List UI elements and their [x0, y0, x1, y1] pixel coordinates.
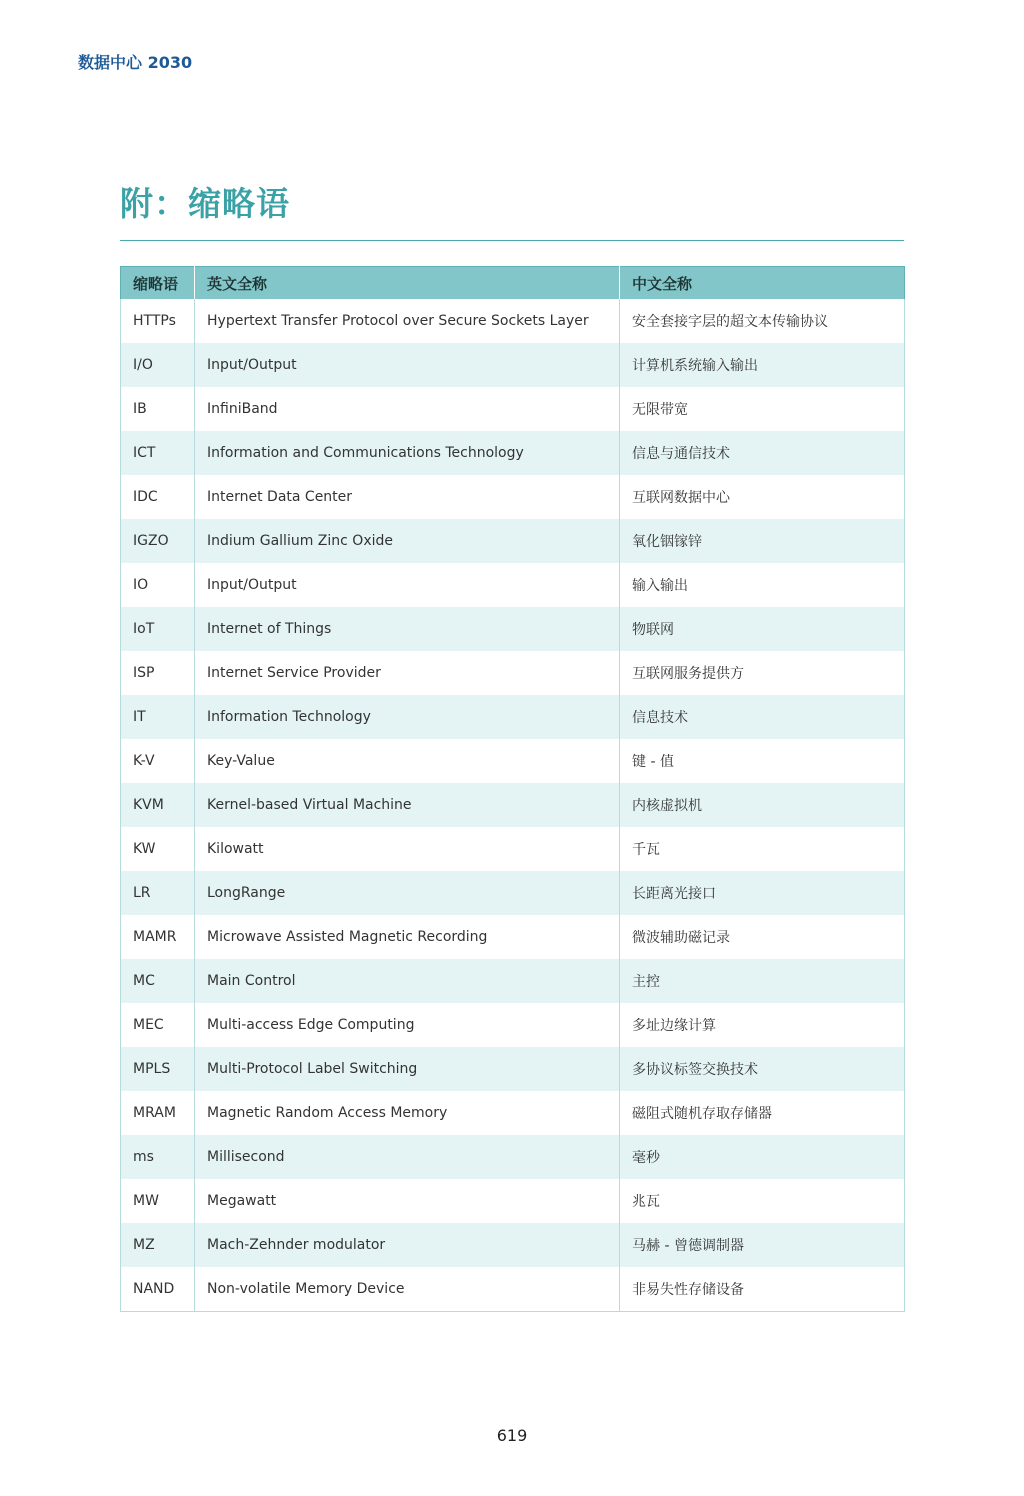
abbreviation-cell: IB — [121, 387, 195, 431]
english-name-cell: InfiniBand — [195, 387, 620, 431]
abbreviation-cell: MRAM — [121, 1091, 195, 1135]
table-row — [121, 1091, 905, 1135]
english-name-cell: Multi-Protocol Label Switching — [195, 1047, 620, 1091]
chinese-name-cell: 信息与通信技术 — [620, 431, 905, 475]
title-divider — [120, 240, 904, 241]
abbreviation-cell: I/O — [121, 343, 195, 387]
chinese-name-cell: 磁阻式随机存取存储器 — [620, 1091, 905, 1135]
english-name-cell: Kilowatt — [195, 827, 620, 871]
chinese-name-cell: 兆瓦 — [620, 1179, 905, 1223]
table-row — [121, 1047, 905, 1091]
table-row — [121, 651, 905, 695]
running-header: 数据中心 2030 — [78, 53, 193, 72]
table-row — [121, 1003, 905, 1047]
table-row — [121, 299, 905, 343]
abbreviation-cell: IT — [121, 695, 195, 739]
abbreviation-cell: IGZO — [121, 519, 195, 563]
chinese-name-cell: 马赫 - 曾德调制器 — [620, 1223, 905, 1267]
abbreviation-cell: KW — [121, 827, 195, 871]
abbreviation-cell: ISP — [121, 651, 195, 695]
chinese-name-cell: 内核虚拟机 — [620, 783, 905, 827]
abbreviation-cell: LR — [121, 871, 195, 915]
abbreviation-cell: MW — [121, 1179, 195, 1223]
table-row — [121, 1135, 905, 1179]
table-row — [121, 871, 905, 915]
abbreviation-cell: ms — [121, 1135, 195, 1179]
abbreviation-cell: K-V — [121, 739, 195, 783]
abbreviation-cell: ICT — [121, 431, 195, 475]
table-row — [121, 563, 905, 607]
table-row — [121, 1267, 905, 1312]
abbreviation-cell: KVM — [121, 783, 195, 827]
table-row — [121, 739, 905, 783]
english-name-cell: Hypertext Transfer Protocol over Secure Sockets Layer — [195, 299, 620, 343]
english-name-cell: Internet Service Provider — [195, 651, 620, 695]
english-name-cell: Microwave Assisted Magnetic Recording — [195, 915, 620, 959]
abbreviation-cell: HTTPs — [121, 299, 195, 343]
chinese-name-cell: 信息技术 — [620, 695, 905, 739]
table-row — [121, 827, 905, 871]
abbreviation-cell: MC — [121, 959, 195, 1003]
english-name-cell: Input/Output — [195, 563, 620, 607]
english-name-cell: Input/Output — [195, 343, 620, 387]
chinese-name-cell: 键 - 值 — [620, 739, 905, 783]
english-name-cell: Main Control — [195, 959, 620, 1003]
page-number: 619 — [496, 1426, 528, 1445]
english-name-cell: Magnetic Random Access Memory — [195, 1091, 620, 1135]
chinese-name-cell: 主控 — [620, 959, 905, 1003]
table-row — [121, 1223, 905, 1267]
table-row — [121, 1179, 905, 1223]
english-name-cell: Multi-access Edge Computing — [195, 1003, 620, 1047]
table-row — [121, 915, 905, 959]
abbreviation-cell: IDC — [121, 475, 195, 519]
table-row — [121, 783, 905, 827]
abbreviation-cell: MEC — [121, 1003, 195, 1047]
chinese-name-cell: 输入输出 — [620, 563, 905, 607]
chinese-name-cell: 非易失性存储设备 — [620, 1267, 905, 1312]
table-row — [121, 475, 905, 519]
chinese-name-cell: 多址边缘计算 — [620, 1003, 905, 1047]
english-name-cell: Internet Data Center — [195, 475, 620, 519]
abbreviation-cell: IoT — [121, 607, 195, 651]
english-name-cell: Information and Communications Technology — [195, 431, 620, 475]
english-name-cell: LongRange — [195, 871, 620, 915]
chinese-name-cell: 计算机系统输入输出 — [620, 343, 905, 387]
column-header-abbreviation: 缩略语 — [121, 267, 195, 300]
table-row — [121, 387, 905, 431]
chinese-name-cell: 毫秒 — [620, 1135, 905, 1179]
table-row — [121, 695, 905, 739]
english-name-cell: Non-volatile Memory Device — [195, 1267, 620, 1312]
english-name-cell: Key-Value — [195, 739, 620, 783]
column-header-english-name: 英文全称 — [195, 267, 620, 300]
chinese-name-cell: 互联网服务提供方 — [620, 651, 905, 695]
chinese-name-cell: 无限带宽 — [620, 387, 905, 431]
chinese-name-cell: 多协议标签交换技术 — [620, 1047, 905, 1091]
abbreviation-cell: IO — [121, 563, 195, 607]
chinese-name-cell: 千瓦 — [620, 827, 905, 871]
table-row — [121, 959, 905, 1003]
chinese-name-cell: 物联网 — [620, 607, 905, 651]
english-name-cell: Indium Gallium Zinc Oxide — [195, 519, 620, 563]
abbreviation-cell: MPLS — [121, 1047, 195, 1091]
table-row — [121, 607, 905, 651]
chinese-name-cell: 互联网数据中心 — [620, 475, 905, 519]
chinese-name-cell: 安全套接字层的超文本传输协议 — [620, 299, 905, 343]
abbreviation-table — [120, 266, 905, 1312]
chinese-name-cell: 微波辅助磁记录 — [620, 915, 905, 959]
abbreviation-cell: MAMR — [121, 915, 195, 959]
english-name-cell: Millisecond — [195, 1135, 620, 1179]
english-name-cell: Megawatt — [195, 1179, 620, 1223]
english-name-cell: Kernel-based Virtual Machine — [195, 783, 620, 827]
chinese-name-cell: 氧化铟镓锌 — [620, 519, 905, 563]
english-name-cell: Internet of Things — [195, 607, 620, 651]
table-row — [121, 519, 905, 563]
english-name-cell: Information Technology — [195, 695, 620, 739]
table-row — [121, 343, 905, 387]
table-header-row — [121, 267, 905, 300]
section-title: 附：缩略语 — [120, 184, 290, 223]
column-header-chinese-name: 中文全称 — [620, 267, 905, 300]
table-row — [121, 431, 905, 475]
abbreviation-cell: MZ — [121, 1223, 195, 1267]
abbreviation-cell: NAND — [121, 1267, 195, 1312]
chinese-name-cell: 长距离光接口 — [620, 871, 905, 915]
english-name-cell: Mach-Zehnder modulator — [195, 1223, 620, 1267]
